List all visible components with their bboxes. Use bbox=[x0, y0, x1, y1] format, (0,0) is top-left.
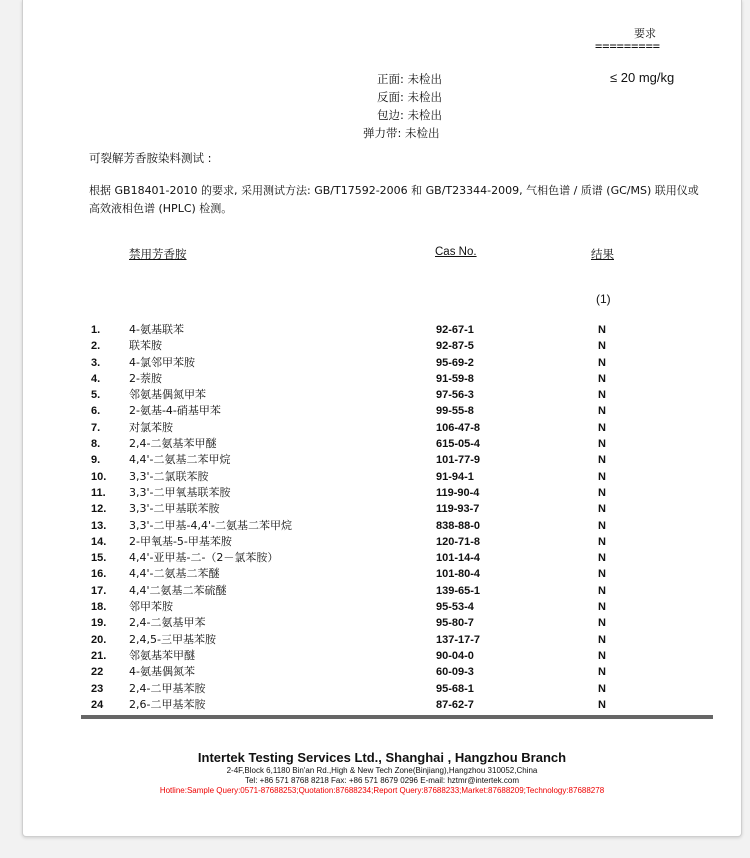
part-value: 未检出 bbox=[407, 72, 443, 86]
part-value: 未检出 bbox=[405, 126, 440, 140]
table-row bbox=[89, 355, 649, 371]
tested-parts-list bbox=[363, 70, 473, 142]
amine-name: 邻甲苯胺 bbox=[129, 600, 173, 614]
result-value: N bbox=[598, 519, 606, 532]
cas-number: 97-56-3 bbox=[436, 389, 474, 402]
row-index: 4. bbox=[91, 372, 101, 385]
result-value: N bbox=[598, 324, 606, 336]
row-index: 14. bbox=[91, 535, 107, 548]
cas-number: 92-87-5 bbox=[436, 340, 474, 353]
row-index: 21. bbox=[91, 649, 107, 662]
result-value: N bbox=[598, 421, 606, 434]
method-description: 根据 GB18401-2010 的要求, 采用测试方法: GB/T17592-2006 和 GB/T23344-2009, 气相色谱 / 质谱 (GC/MS) 联用仪或高效液相色谱 (HPLC) 检测。 bbox=[89, 184, 699, 215]
requirement-title: 要求 bbox=[634, 27, 656, 40]
result-value: N bbox=[598, 649, 606, 662]
table-row bbox=[89, 338, 649, 354]
result-value: N bbox=[598, 666, 606, 679]
cas-number: 91-59-8 bbox=[436, 372, 474, 385]
row-index: 16. bbox=[91, 568, 107, 581]
row-index: 1. bbox=[91, 324, 101, 336]
cas-number: 99-55-8 bbox=[436, 405, 474, 418]
table-row bbox=[89, 518, 649, 534]
part-label: 反面: bbox=[377, 90, 404, 104]
table-row bbox=[89, 501, 649, 517]
cas-number: 119-90-4 bbox=[436, 486, 480, 499]
amine-name: 2-氨基-4-硝基甲苯 bbox=[129, 404, 221, 418]
result-value: N bbox=[598, 340, 606, 353]
amine-name: 2,4-二甲基苯胺 bbox=[129, 681, 206, 695]
row-index: 2. bbox=[91, 340, 101, 353]
amine-name: 3,3'-二甲氧基联苯胺 bbox=[129, 485, 231, 499]
amine-name: 4,4'二氨基二苯硫醚 bbox=[129, 583, 227, 597]
table-bottom-rule bbox=[81, 715, 713, 719]
result-value: N bbox=[598, 503, 606, 516]
amine-name: 2,4,5-三甲基苯胺 bbox=[129, 632, 216, 646]
cas-number: 139-65-1 bbox=[436, 584, 481, 597]
row-index: 24 bbox=[91, 698, 104, 711]
cas-number: 95-69-2 bbox=[436, 356, 474, 369]
amine-name: 2,4-二氨基甲苯 bbox=[129, 616, 206, 630]
amine-name: 4,4'-二氨基二苯甲烷 bbox=[129, 453, 231, 467]
result-value: N bbox=[598, 568, 606, 581]
header-result: 结果 bbox=[591, 247, 614, 261]
amine-table bbox=[89, 322, 649, 713]
row-index: 23 bbox=[91, 682, 104, 695]
amine-name: 3,3'-二氯联苯胺 bbox=[129, 469, 209, 483]
amine-name: 邻氨基苯甲醚 bbox=[129, 648, 195, 662]
footer-address: 2-4F,Block 6,1180 Bin'an Rd.,High & New Tech Zone(Binjiang),Hangzhou 310052,China bbox=[226, 766, 538, 775]
table-row bbox=[89, 485, 649, 501]
result-value: N bbox=[598, 438, 606, 451]
section-title: 可裂解芳香胺染料测试 : bbox=[89, 151, 212, 165]
result-value: N bbox=[598, 486, 606, 499]
tested-part-front bbox=[363, 70, 473, 88]
row-index: 19. bbox=[91, 617, 107, 630]
cas-number: 95-68-1 bbox=[436, 682, 474, 695]
amine-name: 4,4'-亚甲基-二-（2－氯苯胺） bbox=[129, 551, 279, 565]
table-row bbox=[89, 550, 649, 566]
cas-number: 101-14-4 bbox=[436, 552, 481, 565]
table-row bbox=[89, 534, 649, 550]
cas-number: 119-93-7 bbox=[436, 503, 480, 516]
row-index: 20. bbox=[91, 633, 107, 646]
result-note-marker: (1) bbox=[596, 292, 611, 306]
table-row bbox=[89, 664, 649, 680]
cas-number: 120-71-8 bbox=[436, 535, 481, 548]
amine-name: 3,3'-二甲基-4,4'-二氨基二苯甲烷 bbox=[129, 518, 292, 532]
amine-name: 联苯胺 bbox=[129, 339, 162, 353]
part-label: 正面: bbox=[377, 72, 404, 86]
tested-part-edge bbox=[363, 106, 473, 124]
cas-number: 106-47-8 bbox=[436, 421, 481, 434]
result-value: N bbox=[598, 389, 606, 402]
table-row bbox=[89, 371, 649, 387]
cas-number: 615-05-4 bbox=[436, 438, 481, 451]
table-row bbox=[89, 387, 649, 403]
cas-number: 95-53-4 bbox=[436, 601, 474, 614]
part-label: 包边: bbox=[377, 108, 404, 122]
table-row bbox=[89, 322, 649, 338]
tested-part-elastic bbox=[363, 124, 473, 142]
result-value: N bbox=[598, 356, 606, 369]
footer-company: Intertek Testing Services Ltd., Shanghai , Hangzhou Branch bbox=[197, 750, 567, 765]
amine-name: 2,4-二氨基苯甲醚 bbox=[129, 437, 217, 451]
row-index: 13. bbox=[91, 519, 107, 532]
amine-name: 2,6-二甲基苯胺 bbox=[129, 697, 206, 711]
row-index: 12. bbox=[91, 503, 107, 516]
table-row bbox=[89, 583, 649, 599]
row-index: 17. bbox=[91, 584, 107, 597]
row-index: 3. bbox=[91, 356, 101, 369]
row-index: 7. bbox=[91, 421, 101, 434]
table-row bbox=[89, 648, 649, 664]
cas-number: 91-94-1 bbox=[436, 470, 474, 483]
footer-hotline: Hotline:Sample Query:0571-87688253;Quotation:87688234;Report Query:87688233;Market:87688209;Technology:87688278 bbox=[159, 786, 605, 795]
table-row bbox=[89, 469, 649, 485]
row-index: 11. bbox=[91, 486, 106, 499]
cas-number: 101-77-9 bbox=[436, 454, 481, 467]
amine-name: 3,3'-二甲基联苯胺 bbox=[129, 502, 220, 516]
cas-number: 87-62-7 bbox=[436, 698, 474, 711]
amine-name: 4-氯邻甲苯胺 bbox=[129, 355, 195, 369]
table-row bbox=[89, 566, 649, 582]
cas-number: 60-09-3 bbox=[436, 666, 474, 679]
row-index: 9. bbox=[91, 454, 101, 467]
result-value: N bbox=[598, 633, 606, 646]
cas-number: 95-80-7 bbox=[436, 617, 474, 630]
amine-name: 2-萘胺 bbox=[129, 371, 162, 385]
part-label: 弹力带: bbox=[363, 126, 402, 140]
result-value: N bbox=[598, 584, 606, 597]
table-row bbox=[89, 615, 649, 631]
amine-name: 对氯苯胺 bbox=[129, 420, 173, 434]
requirement-limit: ≤ 20 mg/kg bbox=[610, 70, 675, 85]
result-value: N bbox=[598, 535, 606, 548]
report-page bbox=[22, 0, 742, 837]
amine-name: 4,4'-二氨基二苯醚 bbox=[129, 567, 220, 581]
table-row bbox=[89, 403, 649, 419]
part-value: 未检出 bbox=[407, 90, 443, 104]
table-row bbox=[89, 681, 649, 697]
amine-name: 2-甲氧基-5-甲基苯胺 bbox=[129, 534, 232, 548]
result-value: N bbox=[598, 372, 606, 385]
header-amine-name: 禁用芳香胺 bbox=[129, 247, 187, 261]
result-value: N bbox=[598, 617, 606, 630]
cas-number: 838-88-0 bbox=[436, 519, 481, 532]
row-index: 5. bbox=[91, 389, 101, 402]
result-value: N bbox=[598, 682, 606, 695]
row-index: 10. bbox=[91, 470, 107, 483]
table-row bbox=[89, 599, 649, 615]
row-index: 8. bbox=[91, 438, 101, 451]
footer-contact: Tel: +86 571 8768 8218 Fax: +86 571 8679 0296 E-mail: hztmr@intertek.com bbox=[244, 776, 520, 785]
table-row bbox=[89, 632, 649, 648]
table-row bbox=[89, 436, 649, 452]
result-value: N bbox=[598, 405, 606, 418]
row-index: 15. bbox=[91, 552, 107, 565]
result-value: N bbox=[598, 601, 606, 614]
tested-part-back bbox=[363, 88, 473, 106]
amine-name: 4-氨基联苯 bbox=[129, 323, 184, 336]
result-value: N bbox=[598, 470, 606, 483]
row-index: 22 bbox=[91, 666, 104, 679]
row-index: 6. bbox=[91, 405, 101, 418]
result-value: N bbox=[598, 698, 606, 711]
result-value: N bbox=[598, 552, 606, 565]
table-row bbox=[89, 452, 649, 468]
cas-number: 92-67-1 bbox=[436, 324, 474, 336]
cas-number: 101-80-4 bbox=[436, 568, 481, 581]
cas-number: 90-04-0 bbox=[436, 649, 474, 662]
part-value: 未检出 bbox=[407, 108, 443, 122]
amine-name: 邻氨基偶氮甲苯 bbox=[129, 388, 206, 402]
cas-number: 137-17-7 bbox=[436, 633, 481, 646]
requirement-underline: ========= bbox=[595, 39, 661, 53]
result-value: N bbox=[598, 454, 606, 467]
row-index: 18. bbox=[91, 601, 107, 614]
table-row bbox=[89, 697, 649, 713]
amine-name: 4-氨基偶氮苯 bbox=[129, 665, 195, 679]
table-row bbox=[89, 420, 649, 436]
header-cas-no: Cas No. bbox=[435, 246, 477, 258]
